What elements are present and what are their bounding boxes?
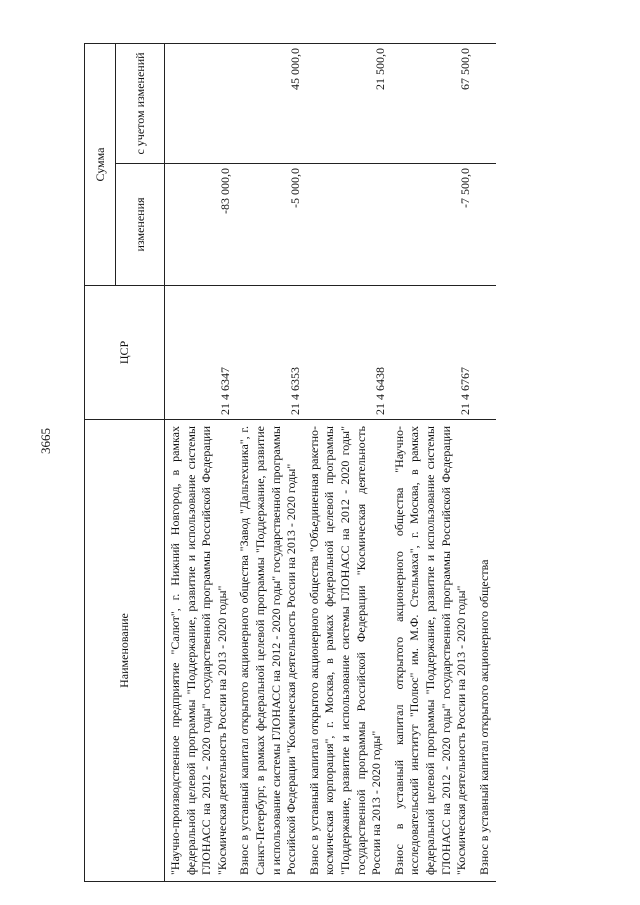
row-csr: 21 4 6767: [389, 286, 474, 420]
rotated-page: [30, 44, 610, 882]
row-csr: [474, 286, 497, 420]
row-total: 21 500,0: [304, 43, 389, 163]
header-csr: ЦСР: [85, 286, 165, 420]
row-total: [165, 43, 235, 163]
row-name: Взнос в уставный капитал открытого акционерного общества "Завод "Дальтехника", г. Санкт-Петербург, в рамках федеральной целевой программы "Поддержание, развитие и использование системы ГЛОНАСС на 2012 - 2020 годы" государственной программы Российской Федерации "Космическая деятельность России на 2013 - 2020 годы": [234, 420, 303, 882]
row-change: -5 000,0: [234, 164, 303, 286]
row-name: Взнос в уставный капитал открытого акционерного общества "Научно-исследовательский институт "Полюс" им. М.Ф. Стельмаха", г. Москва, в рамках федеральной целевой программы "Поддержание, развитие и использование системы ГЛОНАСС на 2012 - 2020 годы" государственной программы Российской Федерации "Космическая деятельность России на 2013 - 2020 годы": [389, 420, 474, 882]
row-change: [474, 164, 497, 286]
header-name: Наименование: [85, 420, 165, 882]
header-sum: Сумма: [85, 43, 116, 285]
row-change: -7 500,0: [389, 164, 474, 286]
row-name: Взнос в уставный капитал открытого акционерного общества "Объединенная ракетно-космическая корпорация", г. Москва, в рамках федеральной целевой программы "Поддержание, развитие и использование системы ГЛОНАСС на 2012 - 2020 годы" государственной программы Российской Федерации "Космическая деятельность России на 2013 - 2020 годы": [304, 420, 389, 882]
row-name: Взнос в уставный капитал открытого акционерного общества: [474, 420, 497, 882]
table-row: [389, 43, 474, 881]
row-csr: 21 4 6347: [165, 286, 235, 420]
page-number: 3665: [38, 428, 53, 454]
header-changes: изменения: [116, 164, 165, 286]
table-row: [165, 43, 235, 881]
row-change: [304, 164, 389, 286]
row-name: "Научно-производственное предприятие "Салют", г. Нижний Новгород, в рамках федеральной целевой программы "Поддержание, развитие и использование системы ГЛОНАСС на 2012 - 2020 годы" государственной программы Российской Федерации "Космическая деятельность России на 2013 - 2020 годы": [165, 420, 235, 882]
row-total: 45 000,0: [234, 43, 303, 163]
row-total: [474, 43, 497, 163]
row-csr: 21 4 6438: [304, 286, 389, 420]
budget-table: [84, 43, 496, 882]
table-row: [234, 43, 303, 881]
header-with-changes: с учетом изменений: [116, 43, 165, 163]
row-csr: 21 4 6353: [234, 286, 303, 420]
row-change: -83 000,0: [165, 164, 235, 286]
row-total: 67 500,0: [389, 43, 474, 163]
table-row: [304, 43, 389, 881]
table-row: [474, 43, 497, 881]
